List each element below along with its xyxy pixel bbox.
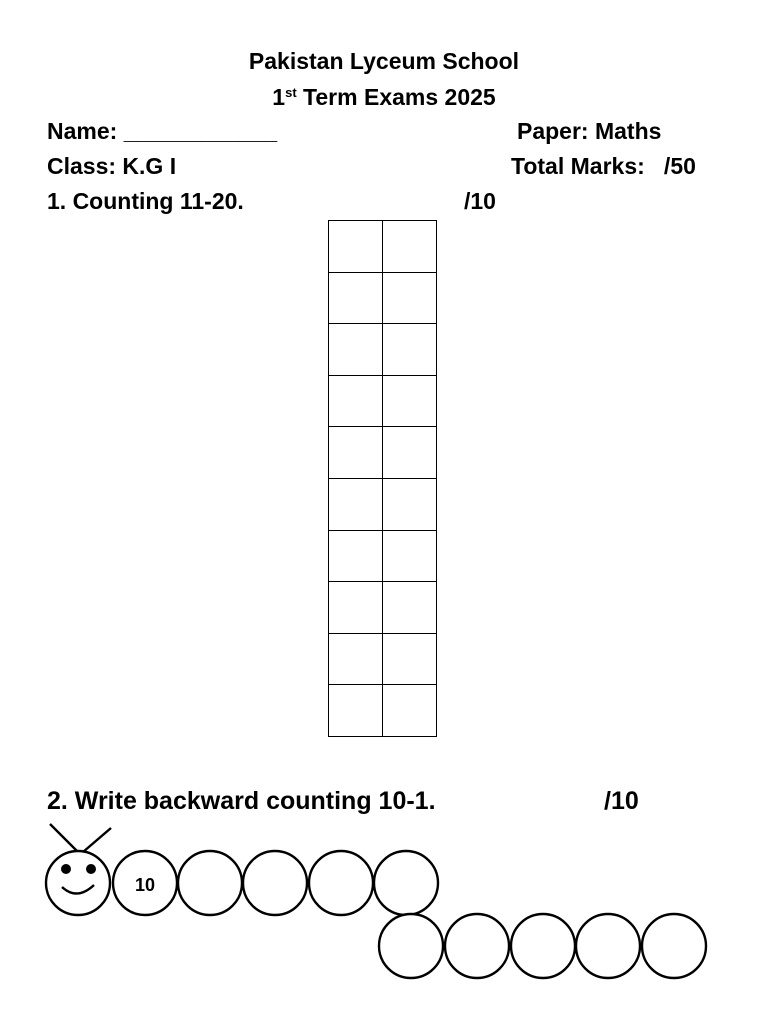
school-name: Pakistan Lyceum School bbox=[248, 48, 520, 74]
body-circle-6 bbox=[379, 914, 443, 978]
term-ordinal-suffix: st bbox=[285, 85, 297, 100]
body-circle-2 bbox=[178, 851, 242, 915]
body-circle-10 bbox=[642, 914, 706, 978]
total-marks-label: Total Marks: /50 bbox=[511, 153, 696, 179]
body-circle-5 bbox=[374, 851, 438, 915]
first-circle-number: 10 bbox=[134, 875, 156, 895]
body-circle-9 bbox=[576, 914, 640, 978]
body-circle-3 bbox=[243, 851, 307, 915]
caterpillar-head bbox=[46, 851, 110, 915]
name-field-label: Name: ____________ bbox=[47, 118, 278, 144]
term-title: Term Exams 2025 bbox=[296, 84, 496, 110]
caterpillar-eye-left bbox=[61, 864, 71, 874]
antenna-left bbox=[50, 824, 79, 853]
body-circle-4 bbox=[309, 851, 373, 915]
antenna-right bbox=[83, 828, 111, 852]
body-circle-7 bbox=[445, 914, 509, 978]
question-1-marks: /10 bbox=[464, 188, 496, 214]
paper-label: Paper: Maths bbox=[517, 118, 662, 144]
question-2-title: 2. Write backward counting 10-1. bbox=[47, 787, 436, 815]
body-circle-8 bbox=[511, 914, 575, 978]
question-1-title: 1. Counting 11-20. bbox=[47, 188, 244, 214]
class-label: Class: K.G I bbox=[47, 153, 177, 179]
question-2-marks: /10 bbox=[604, 787, 639, 815]
caterpillar-eye-right bbox=[86, 864, 96, 874]
term-number: 1 bbox=[272, 84, 286, 110]
